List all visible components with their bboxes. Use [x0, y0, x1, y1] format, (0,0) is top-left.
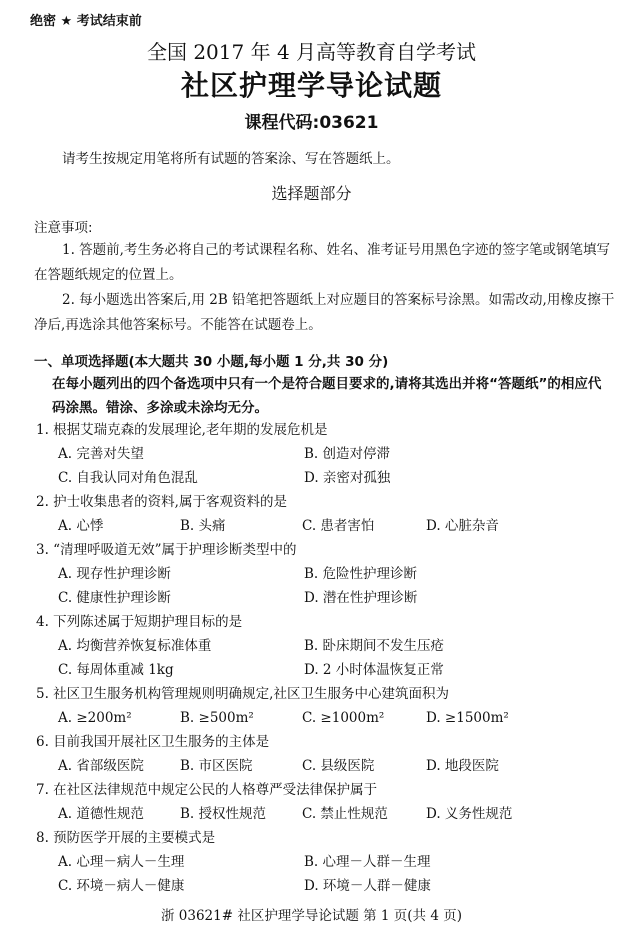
option-d: D. ≥1500m²: [426, 710, 509, 726]
option-d: D. 潜在性护理诊断: [304, 590, 418, 606]
option-a: A. 省部级医院: [58, 758, 144, 774]
option-c: C. 健康性护理诊断: [58, 590, 171, 606]
instruction: 请考生按规定用笔将所有试题的答案涂、写在答题纸上。: [62, 151, 400, 167]
option-c: C. 县级医院: [302, 758, 375, 774]
question-list: [36, 418, 616, 898]
question-5: [36, 682, 616, 730]
question-stem: 6. 目前我国开展社区卫生服务的主体是: [36, 734, 270, 750]
option-a: A. 完善对失望: [58, 446, 144, 462]
question-stem: 1. 根据艾瑞克森的发展理论,老年期的发展危机是: [36, 422, 328, 438]
option-b: B. ≥500m²: [180, 710, 254, 726]
option-a: A. 道德性规范: [58, 806, 144, 822]
option-b: B. 卧床期间不发生压疮: [304, 638, 445, 654]
question-8: [36, 826, 616, 898]
exam-name: 全国 2017 年 4 月高等教育自学考试: [146, 40, 477, 64]
section-heading: 一、单项选择题(本大题共 30 小题,每小题 1 分,共 30 分): [34, 354, 389, 370]
question-4: [36, 610, 616, 682]
option-d: D. 心脏杂音: [426, 518, 499, 534]
note-item-1: 1. 答题前,考生务必将自己的考试课程名称、姓名、准考证号用黑色字迹的签字笔或钢笔填写在答题纸规定的位置上。: [34, 242, 610, 283]
page-footer: 浙 03621# 社区护理学导论试题 第 1 页(共 4 页): [160, 908, 462, 924]
question-3: [36, 538, 616, 610]
option-group: [58, 514, 616, 538]
question-stem: 2. 护士收集患者的资料,属于客观资料的是: [36, 494, 287, 510]
question-stem: 8. 预防医学开展的主要模式是: [36, 830, 216, 846]
option-d: D. 环境－人群－健康: [304, 878, 431, 894]
option-d: D. 地段医院: [426, 758, 499, 774]
option-group: [58, 634, 616, 682]
option-c: C. 每周体重减 1kg: [58, 662, 174, 678]
option-group: [58, 802, 616, 826]
option-b: B. 心理－人群－生理: [304, 854, 431, 870]
option-group: [58, 562, 616, 610]
question-6: [36, 730, 616, 778]
option-b: B. 创造对停滞: [304, 446, 391, 462]
option-c: C. 环境－病人－健康: [58, 878, 185, 894]
confidential-label: 绝密 ★ 考试结束前: [30, 14, 142, 29]
option-a: A. 现存性护理诊断: [58, 566, 171, 582]
question-7: [36, 778, 616, 826]
option-a: A. ≥200m²: [58, 710, 132, 726]
part-title: 选择题部分: [271, 184, 352, 203]
section-description: 在每小题列出的四个备选项中只有一个是符合题目要求的,请将其选出并将“答题纸”的相应代码涂黑。错涂、多涂或未涂均无分。: [52, 376, 602, 416]
option-group: [58, 754, 616, 778]
question-1: [36, 418, 616, 490]
option-d: D. 亲密对孤独: [304, 470, 391, 486]
course-code: 课程代码:03621: [244, 113, 379, 133]
option-d: D. 2 小时体温恢复正常: [304, 662, 444, 678]
option-b: B. 市区医院: [180, 758, 253, 774]
option-c: C. 自我认同对角色混乱: [58, 470, 198, 486]
option-group: [58, 850, 616, 898]
option-a: A. 心理－病人－生理: [58, 854, 185, 870]
option-b: B. 危险性护理诊断: [304, 566, 418, 582]
option-b: B. 头痛: [180, 518, 226, 534]
question-stem: 3. “清理呼吸道无效”属于护理诊断类型中的: [36, 542, 297, 558]
option-a: A. 心悸: [58, 518, 104, 534]
question-stem: 7. 在社区法律规范中规定公民的人格尊严受法律保护属于: [36, 782, 378, 798]
option-c: C. 患者害怕: [302, 518, 375, 534]
option-c: C. 禁止性规范: [302, 806, 388, 822]
question-stem: 5. 社区卫生服务机构管理规则明确规定,社区卫生服务中心建筑面积为: [36, 686, 449, 702]
question-2: [36, 490, 616, 538]
option-c: C. ≥1000m²: [302, 710, 385, 726]
paper-title: 社区护理学导论试题: [180, 69, 442, 102]
notes-list: [34, 238, 619, 338]
option-b: B. 授权性规范: [180, 806, 267, 822]
option-a: A. 均衡营养恢复标准体重: [58, 638, 212, 654]
option-group: [58, 706, 616, 730]
option-group: [58, 442, 616, 490]
notes-title: 注意事项:: [34, 220, 93, 236]
note-item-2: 2. 每小题选出答案后,用 2B 铅笔把答题纸上对应题目的答案标号涂黑。如需改动,用橡皮擦干净后,再选涂其他答案标号。不能答在试题卷上。: [34, 292, 615, 333]
question-stem: 4. 下列陈述属于短期护理目标的是: [36, 614, 243, 630]
option-d: D. 义务性规范: [426, 806, 513, 822]
